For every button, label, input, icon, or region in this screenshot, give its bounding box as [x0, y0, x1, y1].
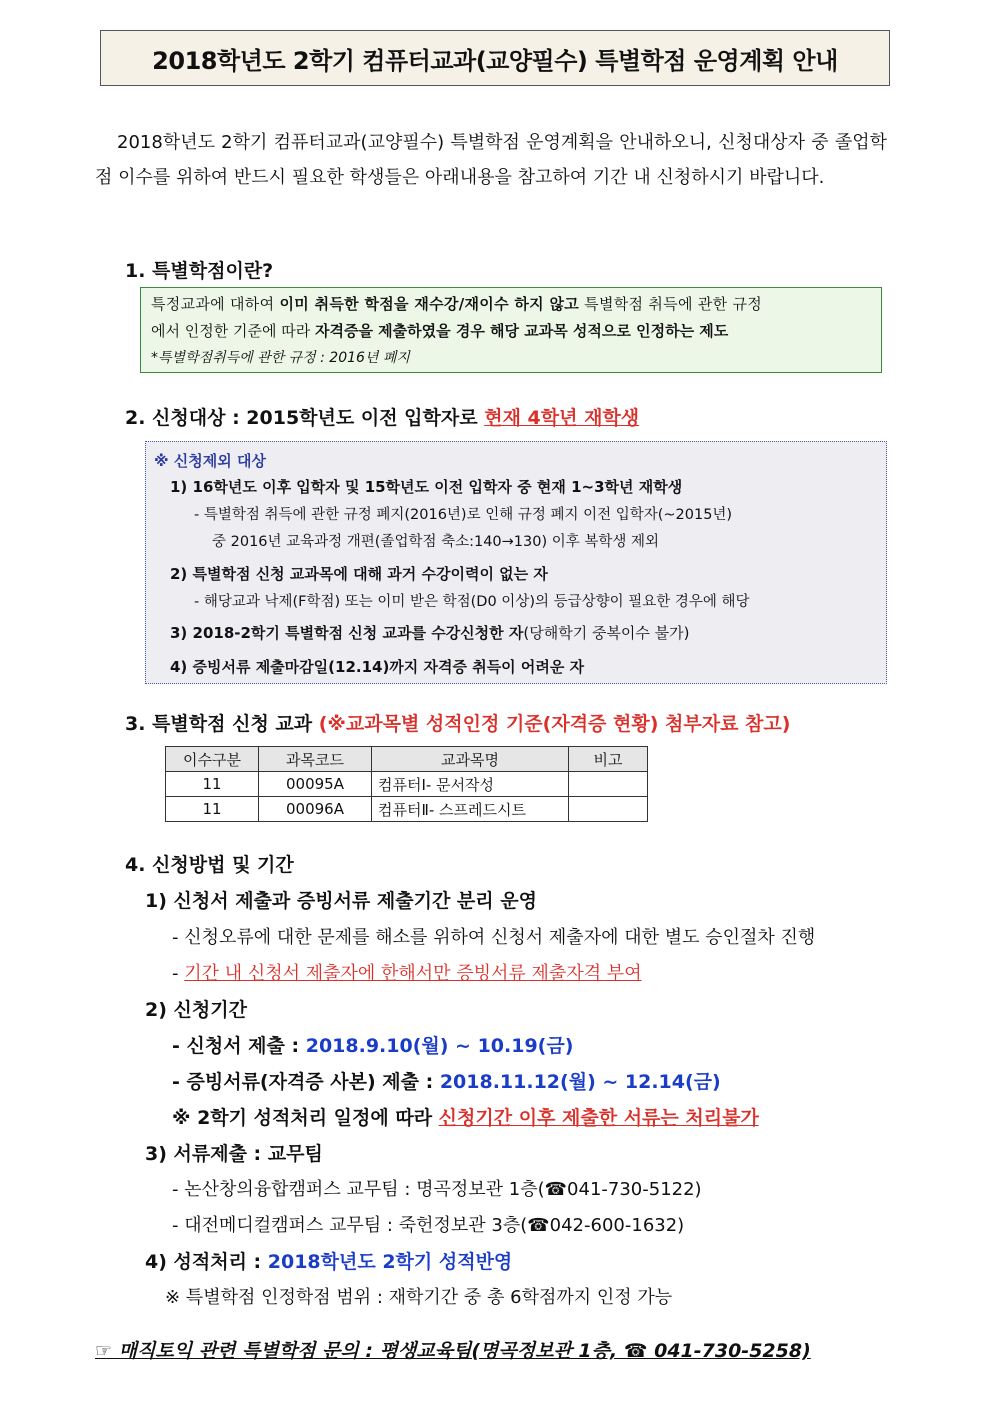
- method-item-2: 2) 신청기간: [145, 999, 247, 1021]
- header-category: 이수구분: [166, 747, 259, 772]
- exclusion-item-3: [170, 622, 690, 643]
- period-warning: [172, 1103, 759, 1130]
- definition-bold: 자격증을 제출하였을 경우 해당 교과목 성적으로 인정하는 제도: [314, 322, 729, 340]
- method-item-4-label: 4) 성적처리 :: [145, 1251, 268, 1273]
- section-3-heading-text: 3. 특별학점 신청 교과: [125, 713, 319, 735]
- table-row: [166, 772, 648, 797]
- exclusion-item-3-text: 3) 2018-2학기 특별학점 신청 교과를 수강신청한 자: [170, 624, 524, 642]
- header-code: 과목코드: [259, 747, 372, 772]
- definition-text: 에서 인정한 기준에 따라: [151, 322, 315, 340]
- dash: -: [172, 963, 185, 984]
- section-1-heading: 1. 특별학점이란?: [125, 260, 274, 282]
- exclusion-item-3-note: (당해학기 중복이수 불가): [523, 624, 690, 642]
- method-item-1-detail-b: [172, 959, 642, 985]
- section-2-heading: [125, 403, 639, 430]
- method-item-1-detail-a: - 신청오류에 대한 문제를 해소를 위하여 신청서 제출자에 대한 별도 승인절차 진행: [172, 927, 816, 948]
- exclusion-heading: ※ 신청제외 대상: [154, 452, 266, 470]
- section-3-note: (※교과목별 성적인정 기준(자격증 현황) 첨부자료 참고): [318, 713, 791, 735]
- cell-category: 11: [166, 772, 259, 797]
- method-item-4: [145, 1247, 512, 1274]
- section-3-heading: [125, 709, 790, 736]
- intro-paragraph: 2018학년도 2학기 컴퓨터교과(교양필수) 특별학점 운영계획을 안내하오니, 신청대상자 중 졸업학점 이수를 위하여 반드시 필요한 학생들은 아래내용을 참고하여 기간 내 신청하시기 바랍니다.: [95, 132, 887, 188]
- footer-contact: ☞ 매직토익 관련 특별학점 문의 : 평생교육팀(명곡정보관 1층, ☎ 041-730-5258): [95, 1340, 811, 1362]
- application-period-label: - 신청서 제출 :: [172, 1035, 306, 1057]
- exclusion-item-1-detail-a: - 특별학점 취득에 관한 규정 폐지(2016년)로 인해 규정 폐지 이전 입학자(~2015년): [194, 507, 733, 523]
- method-item-3: 3) 서류제출 : 교무팀: [145, 1143, 323, 1165]
- document-period-date: 2018.11.12(월) ~ 12.14(금): [439, 1071, 721, 1093]
- exclusion-item-2-detail: - 해당교과 낙제(F학점) 또는 이미 받은 학점(D0 이상)의 등급상향이 필요한 경우에 해당: [194, 594, 750, 610]
- exclusion-item-1: 1) 16학년도 이후 입학자 및 15학년도 이전 입학자 중 현재 1~3학년 재학생: [170, 478, 683, 496]
- header-remarks: 비고: [569, 747, 648, 772]
- definition-text: 특정교과에 대하여: [151, 295, 280, 313]
- office-nonsan: - 논산창의융합캠퍼스 교무팀 : 명곡정보관 1층(☎041-730-5122): [172, 1179, 702, 1200]
- cell-remarks: [569, 797, 648, 822]
- header-course-name: 교과목명: [372, 747, 569, 772]
- cell-code: 00095A: [259, 772, 372, 797]
- cell-remarks: [569, 772, 648, 797]
- definition-text: 특별학점 취득에 관한 규정: [579, 295, 763, 313]
- cell-category: 11: [166, 797, 259, 822]
- table-header-row: [166, 747, 648, 772]
- section-2-heading-text: 2. 신청대상 : 2015학년도 이전 입학자로: [125, 407, 485, 429]
- section-4-heading: 4. 신청방법 및 기간: [125, 854, 294, 876]
- definition-line-2: [151, 318, 871, 345]
- exclusion-item-4: 4) 증빙서류 제출마감일(12.14)까지 자격증 취득이 어려운 자: [170, 658, 585, 676]
- cell-course-name: 컴퓨터Ⅱ- 스프레드시트: [372, 797, 569, 822]
- course-table: [165, 746, 648, 822]
- exclusion-item-1-detail-b: 중 2016년 교육과정 개편(졸업학점 축소:140→130) 이후 복학생 제외: [212, 534, 660, 550]
- application-period: [172, 1031, 573, 1058]
- method-item-1-highlight: 기간 내 신청서 제출자에 한해서만 증빙서류 제출자격 부여: [184, 963, 642, 984]
- cell-course-name: 컴퓨터Ⅰ- 문서작성: [372, 772, 569, 797]
- exclusion-item-2: 2) 특별학점 신청 교과목에 대해 과거 수강이력이 없는 자: [170, 565, 548, 583]
- table-row: [166, 797, 648, 822]
- definition-line-1: [151, 291, 871, 318]
- document-period: [172, 1067, 721, 1094]
- period-warning-label: ※ 2학기 성적처리 일정에 따라: [172, 1107, 439, 1129]
- application-period-date: 2018.9.10(월) ~ 10.19(금): [305, 1035, 574, 1057]
- method-item-1: 1) 신청서 제출과 증빙서류 제출기간 분리 운영: [145, 890, 537, 912]
- target-highlight: 현재 4학년 재학생: [484, 407, 640, 429]
- definition-box: [140, 287, 882, 373]
- method-item-4-value: 2018학년도 2학기 성적반영: [267, 1251, 513, 1273]
- definition-note: *특별학점취득에 관한 규정 : 2016년 폐지: [151, 350, 410, 366]
- cell-code: 00096A: [259, 797, 372, 822]
- document-period-label: - 증빙서류(자격증 사본) 제출 :: [172, 1071, 440, 1093]
- page-title: [100, 30, 890, 86]
- page-title-text: 2018학년도 2학기 컴퓨터교과(교양필수) 특별학점 운영계획 안내: [152, 46, 838, 75]
- period-warning-highlight: 신청기간 이후 제출한 서류는 처리불가: [438, 1107, 759, 1129]
- exclusion-box: [145, 441, 887, 684]
- credit-range-note: ※ 특별학점 인정학점 범위 : 재학기간 중 총 6학점까지 인정 가능: [165, 1287, 673, 1308]
- office-daejeon: - 대전메디컬캠퍼스 교무팀 : 죽헌정보관 3층(☎042-600-1632): [172, 1215, 685, 1236]
- definition-bold: 이미 취득한 학점을 재수강/재이수 하지 않고: [279, 295, 580, 313]
